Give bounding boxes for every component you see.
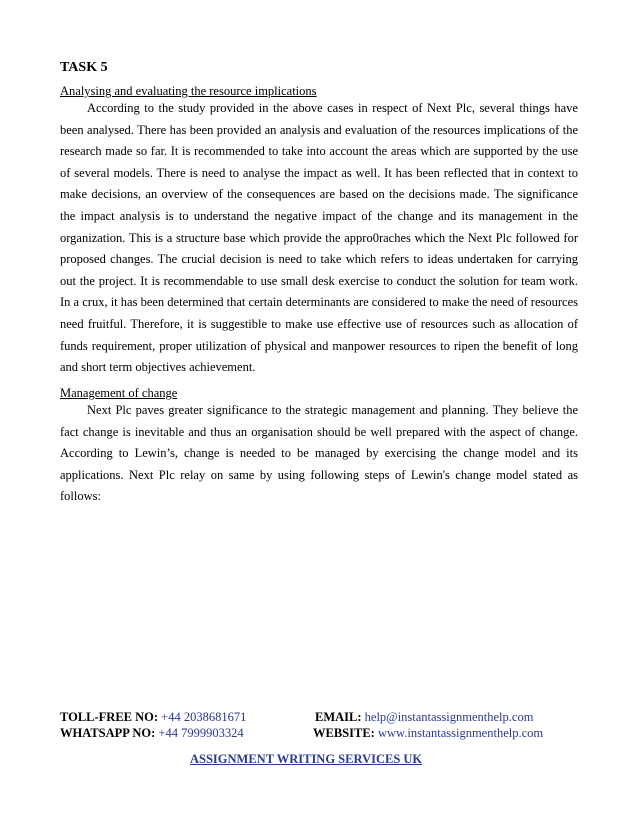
tollfree-number[interactable]: +44 2038681671 (161, 710, 247, 724)
whatsapp-label: WHATSAPP NO: (60, 726, 156, 740)
whatsapp-number[interactable]: +44 7999903324 (158, 726, 244, 740)
website-link[interactable]: www.instantassignmenthelp.com (377, 726, 544, 740)
paragraph-management-of-change: Next Plc paves greater significance to the strategic management and planning. They believe the fact change is inevitable and thus an organisation should be well prepared with the aspect of change. According to Lewin’s, change is needed to be managed by exercising the change model and its applications. Next Plc relay on same by using following steps of Lewin's change model stated as follows: (60, 403, 578, 504)
section-heading-management-of-change: Management of change (60, 386, 178, 400)
email-label: EMAIL: (315, 710, 362, 724)
website-label: WEBSITE: (313, 726, 375, 740)
task-title: TASK 5 (60, 60, 108, 75)
services-title-link[interactable]: ASSIGNMENT WRITING SERVICES UK (190, 752, 423, 766)
section-heading-resource-implications: Analysing and evaluating the resource implications (60, 84, 317, 98)
paragraph-resource-implications: According to the study provided in the above cases in respect of Next Plc, several things have been analysed. There has been provided an analysis and evaluation of the resources implications of the research made so far. It is recommended to take into account the areas which are supported by the use of several models. There is need to analyse the impact as well. It has been reflected that in context to make decisions, an overview of the consequences are based on the decisions made. The significance the impact analysis is to understand the negative impact of the change and its management in the organization. This is a structure base which provide the appro0raches which the Next Plc followed for proposed changes. The crucial decision is need to take which refers to ideas undertaken for carrying out the project. It is recommendable to use small desk exercise to conduct the solution for team work. In a crux, it has been determined that certain determinants are considered to make the need of resources need fruitful. Therefore, it is suggestible to make use effective use of resources such as allocation of funds requirement, proper utilization of physical and manpower resources to ripen the benefit of long and short term objectives achievement. (60, 101, 578, 375)
email-link[interactable]: help@instantassignmenthelp.com (364, 710, 534, 724)
tollfree-label: TOLL-FREE NO: (60, 710, 159, 724)
